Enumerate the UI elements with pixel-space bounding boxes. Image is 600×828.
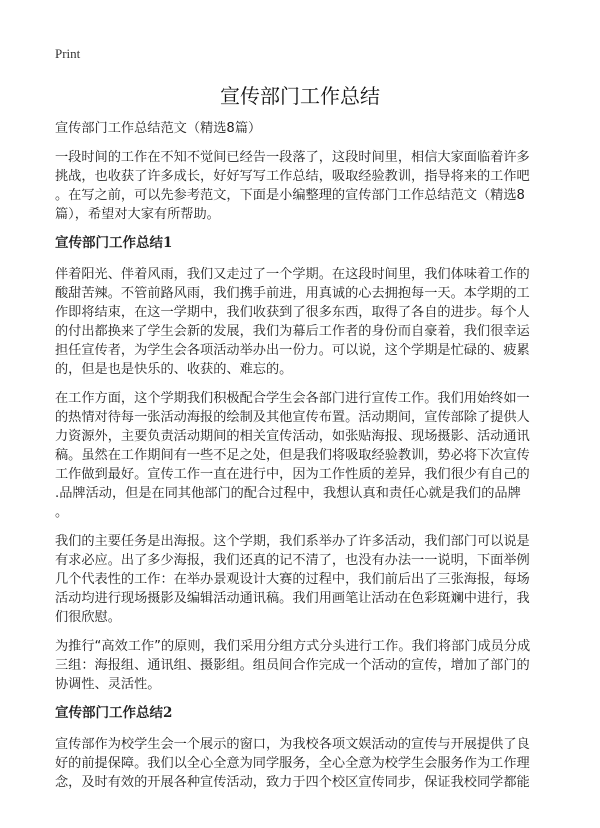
text-line: 作即将结束，在这一学期中，我们收获到了很多东西，取得了各自的进步。每个人 — [55, 305, 530, 320]
paragraph — [55, 389, 575, 522]
text-line: 力资源外，主要负责活动期间的相关宣传活动，如张贴海报、现场摄影、活动通讯 — [55, 429, 530, 444]
text-line: 。 — [55, 505, 69, 520]
section-heading — [55, 234, 575, 253]
text-line: 宣传部门工作总结1 — [55, 235, 173, 251]
print-link[interactable]: Print — [55, 46, 81, 61]
text-line: .品牌活动，但是在同其他部门的配合过程中，我想认真和责任心就是我们的品牌 — [55, 486, 521, 501]
text-line: 的，但是也是快乐的、收获的、难忘的。 — [55, 362, 293, 377]
text-line: 为推行“高效工作”的原则，我们采用分组方式分头进行工作。我们将部门成员分成 — [55, 639, 531, 654]
text-line: 担任宣传者，为学生会各项活动举办出一份力。可以说，这个学期是忙碌的、疲累 — [55, 343, 530, 358]
text-line: 宣传部作为校学生会一个展示的窗口，为我校各项文娱活动的宣传与开展提供了良 — [55, 737, 530, 752]
text-line: 的热情对待每一张活动海报的绘制及其他宣传布置。活动期间，宣传部除了提供人 — [55, 410, 530, 425]
paragraph — [55, 637, 575, 694]
text-line: 念，及时有效的开展各种宣传活动，致力于四个校区宣传同步，保证我校同学都能 — [55, 775, 530, 790]
text-line: 们很欣慰。 — [55, 610, 121, 625]
text-line: 酸甜苦辣。不管前路风雨，我们携手前进，用真诚的心去拥抱每一天。本学期的工 — [55, 286, 530, 301]
paragraph — [55, 148, 575, 224]
text-line: 我们的主要任务是出海报。这个学期，我们系举办了许多活动，我们部门可以说是 — [55, 534, 530, 549]
text-line: 好的前提保障。我们以全心全意为同学服务，全心全意为校学生会服务作为工作理 — [55, 756, 530, 771]
text-line: 工作做到最好。宣传工作一直在进行中，因为工作性质的差异，我们很少有自己的 — [55, 467, 530, 482]
text-line: 的付出都换来了学生会新的发展，我们为幕后工作者的身份而自豪着，我们很幸运 — [55, 324, 530, 339]
page-title: 宣传部门工作总结 — [220, 84, 380, 108]
text-line: 稿。虽然在工作期间有一些不足之处，但是我们将吸取经验教训，势必将下次宣传 — [55, 448, 530, 463]
paragraph — [55, 532, 575, 627]
text-line: 活动均进行现场摄影及编辑活动通讯稿。我们用画笔让活动在色彩斑斓中进行，我 — [55, 591, 530, 606]
text-line: 在工作方面，这个学期我们积极配合学生会各部门进行宣传工作。我们用始终如一 — [55, 391, 530, 406]
text-line: 三组：海报组、通讯组、摄影组。组员间合作完成一个活动的宣传，增加了部门的 — [55, 658, 530, 673]
text-line: 挑战，也收获了许多成长，好好写写工作总结，吸取经验教训，指导将来的工作吧 — [55, 169, 530, 184]
text-line: 几个代表性的工作：在举办景观设计大赛的过程中，我们前后出了三张海报，每场 — [55, 572, 530, 587]
text-line: 一段时间的工作在不知不觉间已经告一段落了，这段时间里，相信大家面临着许多 — [55, 150, 530, 165]
text-line: 有求必应。出了多少海报，我们还真的记不清了，也没有办法一一说明，下面举例 — [55, 553, 530, 568]
text-line: 协调性、灵活性。 — [55, 677, 161, 692]
subtitle: 宣传部门工作总结范文（精选8篇） — [55, 121, 262, 136]
paragraph — [55, 265, 575, 379]
paragraph — [55, 735, 575, 792]
text-line: 篇），希望对大家有所帮助。 — [55, 207, 220, 222]
section-heading — [55, 704, 575, 723]
text-line: 伴着阳光、伴着风雨，我们又走过了一个学期。在这段时间里，我们体味着工作的 — [55, 267, 530, 282]
text-line: 宣传部门工作总结2 — [55, 705, 173, 721]
document-body — [55, 119, 575, 802]
text-line: 。在写之前，可以先参考范文，下面是小编整理的宣传部门工作总结范文（精选8 — [55, 188, 525, 203]
